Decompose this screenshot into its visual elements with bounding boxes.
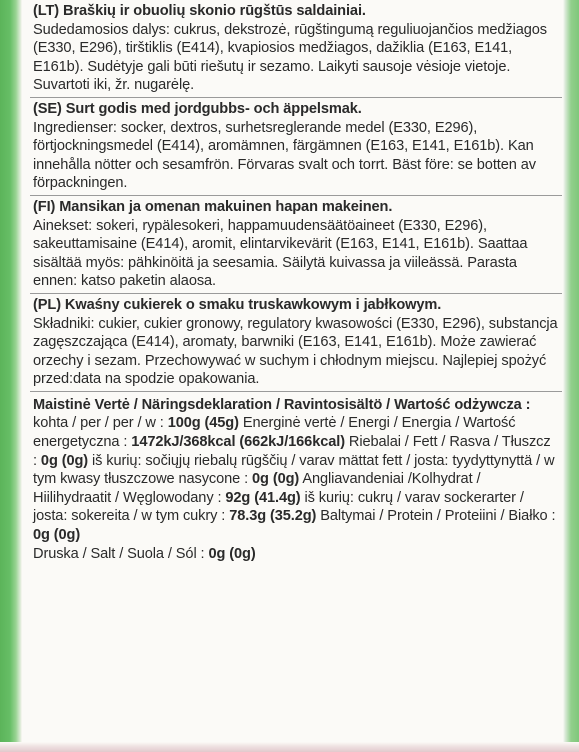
section-fi-body: Ainekset: sokeri, rypälesokeri, happamuudensäätöaineet (E330, E296), sakeuttamisaine (E414), aromit, elintarvikevärit (E163, E141, E161b). Saattaa sisältää myös: pähkinöitä ja seesamia. Säilytä kuivassa ja viileässä. Parasta ennen: katso paketin alaosa. bbox=[33, 217, 528, 290]
section-fi bbox=[30, 196, 562, 294]
nutrition-per-value: 100g (45g) bbox=[167, 415, 239, 432]
section-fi-heading: (FI) Mansikan ja omenan makuinen hapan makeinen. bbox=[33, 198, 393, 215]
nutrition-sugar-label: iš kurių: cukrų / varav sockerarter / josta: sokereita / w tym cukry : bbox=[33, 489, 524, 525]
section-lt bbox=[30, 0, 562, 98]
nutrition-section bbox=[30, 392, 562, 565]
section-pl-heading: (PL) Kwaśny cukierek o smaku truskawkowym i jabłkowym. bbox=[33, 296, 442, 313]
section-pl-body: Składniki: cukier, cukier gronowy, regulatory kwasowości (E330, E296), substancja zagęszczająca (E414), aromaty, barwniki (E163, E141, E161b). Może zawierać orzechy i sezam. Przechowywać w suchym i chłodnym miejscu. Najlepiej spożyć przed:data na spodzie opakowania. bbox=[33, 315, 558, 388]
package-edge-bottom bbox=[0, 742, 579, 752]
nutrition-fat-value: 0g (0g) bbox=[40, 452, 89, 469]
nutrition-sugar-value: 78.3g (35.2g) bbox=[229, 508, 317, 525]
package-edge-right bbox=[563, 0, 579, 752]
ingredient-label bbox=[30, 0, 562, 742]
nutrition-satfat-value: 0g (0g) bbox=[252, 471, 300, 488]
nutrition-per-label: kohta / per / per / w : bbox=[33, 415, 168, 432]
nutrition-title: Maistinė Vertė / Näringsdeklaration / Ravintosisältö / Wartość odżywcza : bbox=[33, 396, 531, 413]
package-edge-left bbox=[0, 0, 22, 752]
nutrition-protein-value: 0g (0g) bbox=[33, 527, 81, 544]
nutrition-protein-label: Baltymai / Protein / Proteiini / Białko : bbox=[316, 508, 556, 525]
section-se bbox=[30, 98, 562, 196]
nutrition-fat-label: Riebalai / Fett / Rasva / Tłuszcz : bbox=[33, 434, 551, 469]
section-pl bbox=[30, 294, 562, 392]
nutrition-energy-value: 1472kJ/368kcal (662kJ/166kcal) bbox=[131, 434, 345, 451]
nutrition-satfat-label: iš kurių: sočiųjų riebalų rūgščių / varav mättat fett / josta: tyydyttynyttä / w tym kwasy tłuszczowe nasycone : bbox=[33, 452, 555, 488]
nutrition-energy-label: Energinė vertė / Energi / Energia / Wartość energetyczna : bbox=[33, 415, 516, 451]
section-lt-heading: (LT) Braškių ir obuolių skonio rūgštūs saldainiai. bbox=[33, 3, 366, 19]
section-se-body: Ingredienser: socker, dextros, surhetsreglerande medel (E330, E296), förtjockningsmedel (E414), aromämnen, färgämnen (E163, E141, E161b). Kan innehålla nötter och sesamfrön. Förvaras svalt och torrt. Bäst före: se botten av förpackningen. bbox=[33, 119, 536, 192]
nutrition-salt-label: Druska / Salt / Suola / Sól : bbox=[33, 545, 209, 562]
section-se-heading: (SE) Surt godis med jordgubbs- och äppelsmak. bbox=[33, 100, 362, 117]
nutrition-text bbox=[33, 396, 558, 563]
section-lt-body: Sudedamosios dalys: cukrus, dekstrozė, rūgštingumą reguliuojančios medžiagos (E330, E296), tirštiklis (E414), kvapiosios medžiagos, dažiklia (E163, E141, E161b). Sudėtyje gali būti riešutų ir sezamo. Laikyti sausoje vėsioje vietoje. Suvartoti iki, žr. nugarėlę. bbox=[33, 21, 547, 94]
nutrition-carb-value: 92g (41.4g) bbox=[225, 489, 301, 506]
nutrition-carb-label: Angliavandeniai /Kolhydrat / Hiilihydraatit / Węglowodany : bbox=[33, 471, 481, 506]
nutrition-salt-value: 0g (0g) bbox=[208, 545, 256, 562]
